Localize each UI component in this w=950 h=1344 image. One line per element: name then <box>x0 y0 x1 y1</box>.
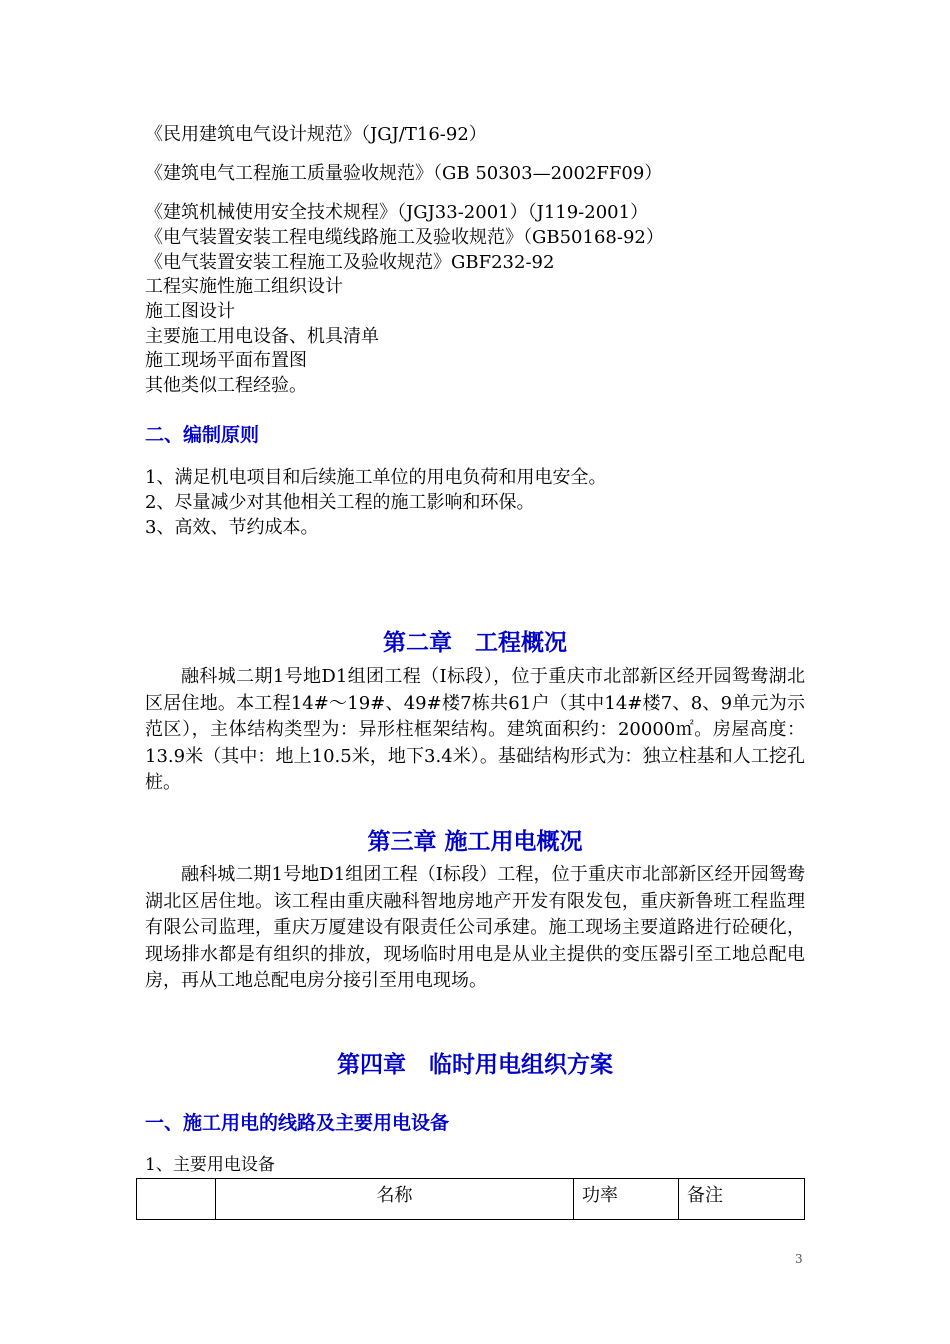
reference-item: 《民用建筑电气设计规范》（JGJ/T16-92） <box>145 124 487 145</box>
section-heading: 一、施工用电的线路及主要用电设备 <box>145 1112 450 1134</box>
equipment-table <box>136 1178 805 1220</box>
reference-item: 其他类似工程经验。 <box>145 375 307 396</box>
reference-item: 《电气装置安装工程电缆线路施工及验收规范》（GB50168-92） <box>145 227 664 248</box>
principle-item: 3、高效、节约成本。 <box>145 517 319 538</box>
table-header-cell <box>137 1179 216 1220</box>
table-header-cell: 名称 <box>216 1179 574 1220</box>
principle-item: 2、尽量减少对其他相关工程的施工影响和环保。 <box>145 492 535 513</box>
reference-item: 《电气装置安装工程施工及验收规范》GBF232-92 <box>145 252 555 273</box>
reference-item: 《建筑电气工程施工质量验收规范》（GB 50303—2002FF09） <box>145 163 663 184</box>
reference-item: 工程实施性施工组织设计 <box>145 276 343 297</box>
reference-item: 施工图设计 <box>145 301 235 322</box>
chapter-title: 第四章 临时用电组织方案 <box>337 1051 613 1078</box>
section-heading-principles: 二、编制原则 <box>145 424 260 446</box>
chapter-title: 第二章 工程概况 <box>383 629 567 656</box>
reference-item: 《建筑机械使用安全技术规程》（JGJ33-2001）（J119-2001） <box>145 202 649 223</box>
table-header-cell: 功率 <box>574 1179 679 1220</box>
page-number: 3 <box>795 1252 803 1266</box>
reference-item: 主要施工用电设备、机具清单 <box>145 326 379 347</box>
reference-item: 施工现场平面布置图 <box>145 350 307 371</box>
table-header-cell: 备注 <box>679 1179 805 1220</box>
paragraph: 融科城二期1号地D1组团工程（Ⅰ标段）工程，位于重庆市北部新区经开园鸳鸯湖北区居住地。该工程由重庆融科智地房地产开发有限发包，重庆新鲁班工程监理有限公司监理，重庆万厦建设有限责任公司承建。施工现场主要道路进行砼硬化，现场排水都是有组织的排放，现场临时用电是从业主提供的变压器引至工地总配电房，再从工地总配电房分接引至用电现场。 <box>145 864 805 991</box>
principle-item: 1、满足机电项目和后续施工单位的用电负荷和用电安全。 <box>145 467 607 488</box>
table-header-row <box>137 1179 805 1220</box>
chapter-body <box>145 664 805 797</box>
chapter-body <box>145 862 805 995</box>
subsection-heading: 1、主要用电设备 <box>145 1155 275 1175</box>
chapter-title: 第三章 施工用电概况 <box>367 828 583 855</box>
paragraph: 融科城二期1号地D1组团工程（Ⅰ标段），位于重庆市北部新区经开园鸳鸯湖北区居住地。本工程14#～19#、49#楼7栋共61户（其中14#楼7、8、9单元为示范区），主体结构类型为：异形柱框架结构。建筑面积约：20000㎡。房屋高度：13.9米（其中：地上10.5米，地下3.4米）。基础结构形式为：独立柱基和人工挖孔桩。 <box>145 666 805 793</box>
